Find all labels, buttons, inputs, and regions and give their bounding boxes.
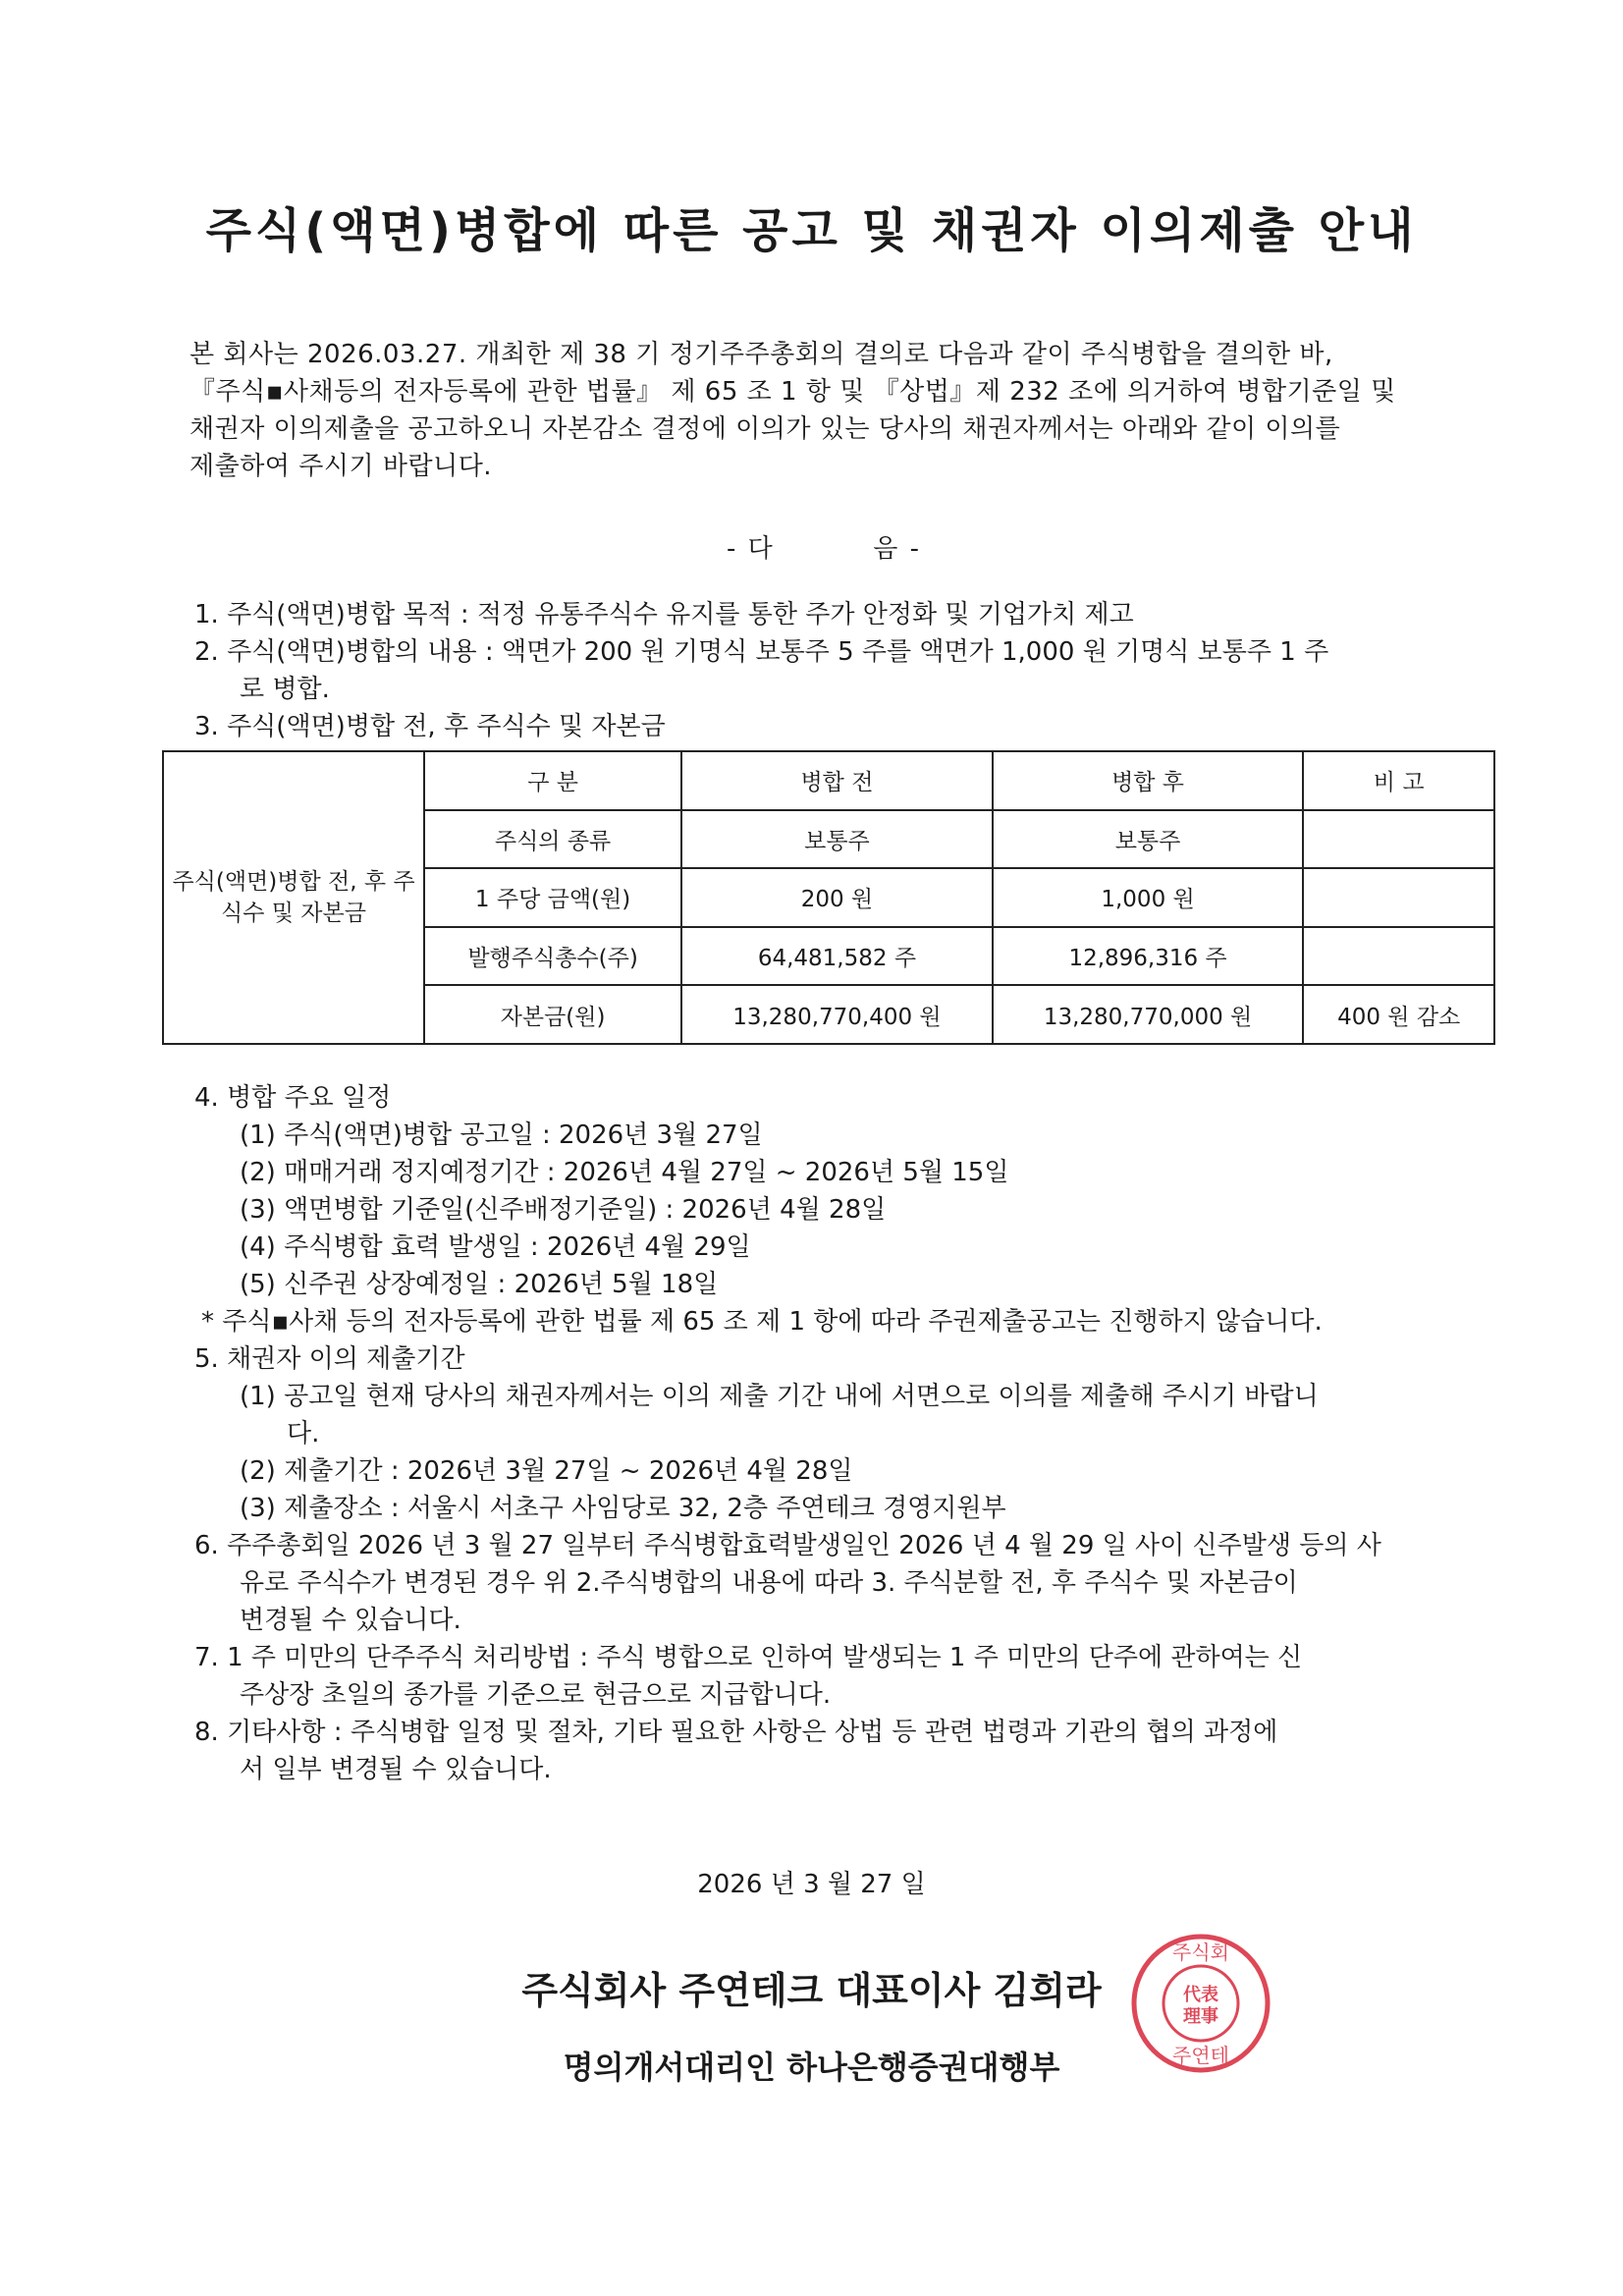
schedule-item: (2) 매매거래 정지예정기간 : 2026년 4월 27일 ~ 2026년 5월 15일 <box>240 1158 1009 1187</box>
objection-item: (1) 공고일 현재 당사의 채권자께서는 이의 제출 기간 내에 서면으로 이의를 제출해 주시기 바랍니 <box>240 1382 1319 1411</box>
item-7-cont: 주상장 초일의 종가를 기준으로 현금으로 지급합니다. <box>240 1680 832 1710</box>
item-2-cont: 로 병합. <box>240 675 330 704</box>
schedule-note: * 주식▪사채 등의 전자등록에 관한 법률 제 65 조 제 1 항에 따라 주권제출공고는 진행하지 않습니다. <box>201 1307 1323 1337</box>
intro-paragraph <box>189 336 1486 485</box>
item-1: 1. 주식(액면)병합 목적 : 적정 유통주식수 유지를 통한 주가 안정화 및 기업가치 제고 <box>194 600 1134 629</box>
table-cell: 1,000 원 <box>993 868 1304 927</box>
company-signer: 주식회사 주연테크 대표이사 김희라 <box>521 1969 1102 2012</box>
table-cell <box>1303 810 1494 869</box>
item-6-cont: 유로 주식수가 변경된 경우 위 2.주식병합의 내용에 따라 3. 주식분할 전, 후 주식수 및 자본금이 <box>240 1568 1298 1598</box>
item-3: 3. 주식(액면)병합 전, 후 주식수 및 자본금 <box>194 712 666 741</box>
table-column-header: 비 고 <box>1303 751 1494 810</box>
item-8: 8. 기타사항 : 주식병합 일정 및 절차, 기타 필요한 사항은 상법 등 관련 법령과 기관의 협의 과정에 <box>194 1718 1278 1747</box>
table-cell: 13,280,770,000 원 <box>993 985 1304 1044</box>
svg-text:주연테: 주연테 <box>1172 2044 1229 2067</box>
separator-right: 음 - <box>873 534 922 564</box>
svg-text:주식회: 주식회 <box>1172 1941 1229 1964</box>
objection-item: (2) 제출기간 : 2026년 3월 27일 ~ 2026년 4월 28일 <box>240 1456 853 1486</box>
item-8-cont: 서 일부 변경될 수 있습니다. <box>240 1755 552 1784</box>
svg-text:理事: 理事 <box>1183 2006 1218 2027</box>
table-column-header: 병합 전 <box>681 751 993 810</box>
table-cell: 1 주당 금액(원) <box>424 868 681 927</box>
item-6-cont: 변경될 수 있습니다. <box>240 1606 461 1635</box>
schedule-item: (1) 주식(액면)병합 공고일 : 2026년 3월 27일 <box>240 1121 763 1150</box>
schedule-heading: 4. 병합 주요 일정 <box>194 1083 392 1113</box>
item-7: 7. 1 주 미만의 단주주식 처리방법 : 주식 병합으로 인하여 발생되는 1 주 미만의 단주에 관하여는 신 <box>194 1643 1303 1672</box>
transfer-agent: 명의개서대리인 하나은행증권대행부 <box>563 2049 1060 2086</box>
table-cell <box>1303 868 1494 927</box>
table-row-header: 주식(액면)병합 전, 후 주식수 및 자본금 <box>163 751 424 1044</box>
section-separator <box>727 528 921 565</box>
document-title: 주식(액면)병합에 따른 공고 및 채권자 이의제출 안내 <box>205 203 1418 258</box>
schedule-item: (3) 액면병합 기준일(신주배정기준일) : 2026년 4월 28일 <box>240 1195 887 1225</box>
schedule-item: (4) 주식병합 효력 발생일 : 2026년 4월 29일 <box>240 1232 751 1262</box>
intro-line: 『주식▪사채등의 전자등록에 관한 법률』 제 65 조 1 항 및 『상법』제 232 조에 의거하여 병합기준일 및 <box>189 377 1396 407</box>
table-cell: 64,481,582 주 <box>681 927 993 986</box>
objection-item-cont: 다. <box>287 1419 320 1449</box>
table-cell: 발행주식총수(주) <box>424 927 681 986</box>
table-cell: 200 원 <box>681 868 993 927</box>
table-row <box>163 751 1494 810</box>
table-cell: 자본금(원) <box>424 985 681 1044</box>
table-cell: 보통주 <box>993 810 1304 869</box>
objection-heading: 5. 채권자 이의 제출기간 <box>194 1344 465 1374</box>
company-seal-stamp <box>1127 1930 1274 2077</box>
table-cell: 13,280,770,400 원 <box>681 985 993 1044</box>
intro-line: 제출하여 주시기 바랍니다. <box>189 452 493 481</box>
intro-line: 본 회사는 2026.03.27. 개최한 제 38 기 정기주주총회의 결의로 다음과 같이 주식병합을 결의한 바, <box>189 340 1333 369</box>
share-capital-table <box>162 750 1495 1045</box>
item-2: 2. 주식(액면)병합의 내용 : 액면가 200 원 기명식 보통주 5 주를 액면가 1,000 원 기명식 보통주 1 주 <box>194 637 1329 667</box>
intro-line: 채권자 이의제출을 공고하오니 자본감소 결정에 이의가 있는 당사의 채권자께서는 아래와 같이 이의를 <box>189 414 1341 444</box>
item-6: 6. 주주총회일 2026 년 3 월 27 일부터 주식병합효력발생일인 2026 년 4 월 29 일 사이 신주발생 등의 사 <box>194 1531 1381 1560</box>
table-column-header: 병합 후 <box>993 751 1304 810</box>
table-cell: 12,896,316 주 <box>993 927 1304 986</box>
svg-text:代表: 代表 <box>1183 1985 1218 2005</box>
table-cell: 400 원 감소 <box>1303 985 1494 1044</box>
notice-date: 2026 년 3 월 27 일 <box>697 1870 926 1899</box>
table-cell <box>1303 927 1494 986</box>
table-cell: 보통주 <box>681 810 993 869</box>
table-column-header: 구 분 <box>424 751 681 810</box>
separator-left: - 다 <box>727 534 775 564</box>
schedule-item: (5) 신주권 상장예정일 : 2026년 5월 18일 <box>240 1270 719 1299</box>
table-cell: 주식의 종류 <box>424 810 681 869</box>
objection-item: (3) 제출장소 : 서울시 서초구 사임당로 32, 2층 주연테크 경영지원부 <box>240 1494 1006 1523</box>
